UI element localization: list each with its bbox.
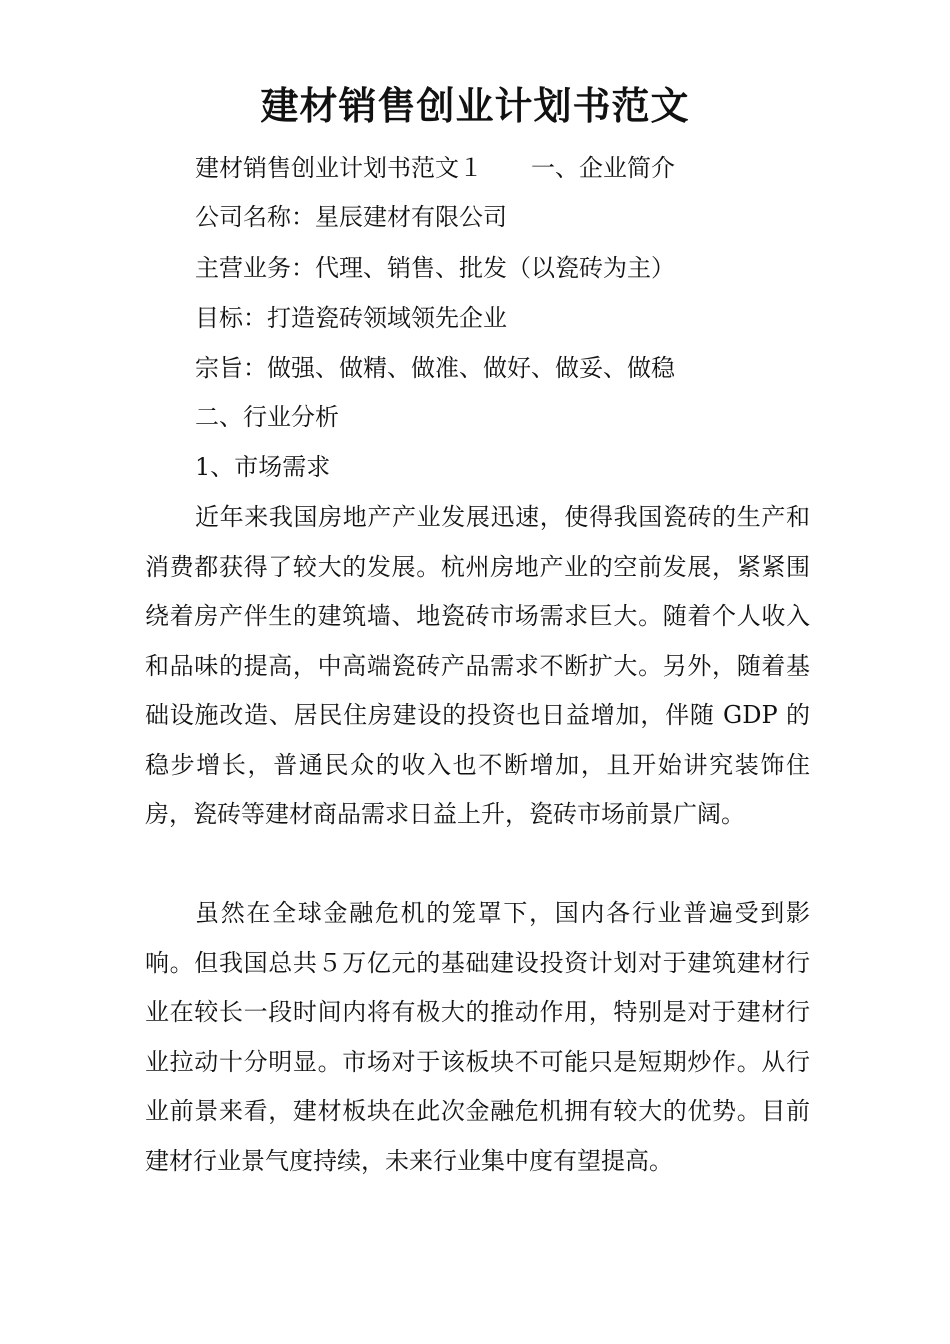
section1-heading: 一、企业简介 (531, 154, 675, 182)
intro-line (195, 151, 675, 185)
intro-heading: 建材销售创业计划书范文１ (195, 154, 483, 182)
section2-heading: 二、行业分析 (195, 403, 339, 431)
company-name-line: 公司名称：星辰建材有限公司 (195, 203, 507, 231)
main-business-line: 主营业务：代理、销售、批发（以瓷砖为主） (195, 254, 675, 282)
subsection1-heading: 1、市场需求 (195, 453, 331, 481)
tenet-line: 宗旨：做强、做精、做准、做好、做妥、做稳 (195, 354, 675, 382)
paragraph-industry-outlook: 虽然在全球金融危机的笼罩下，国内各行业普遍受到影响。但我国总共５万亿元的基础建设投资计划对于建筑建材行业在较长一段时间内将有极大的推动作用，特别是对于建材行业拉动十分明显。市场对于该板块不可能只是短期炒作。从行业前景来看，建材板块在此次金融危机拥有较大的优势。目前建材行业景气度持续，未来行业集中度有望提高。 (145, 899, 810, 1175)
document-title: 建材销售创业计划书范文 (260, 83, 690, 128)
goal-line: 目标：打造瓷砖领域领先企业 (195, 304, 507, 332)
paragraph-market-demand: 近年来我国房地产产业发展迅速，使得我国瓷砖的生产和消费都获得了较大的发展。杭州房地产业的空前发展，紧紧围绕着房产伴生的建筑墙、地瓷砖市场需求巨大。随着个人收入和品味的提高，中高端瓷砖产品需求不断扩大。另外，随着基础设施改造、居民住房建设的投资也日益增加，伴随 GDP 的稳步增长，普通民众的收入也不断增加，且开始讲究装饰住房，瓷砖等建材商品需求日益上升，瓷砖市场前景广阔。 (145, 503, 810, 828)
